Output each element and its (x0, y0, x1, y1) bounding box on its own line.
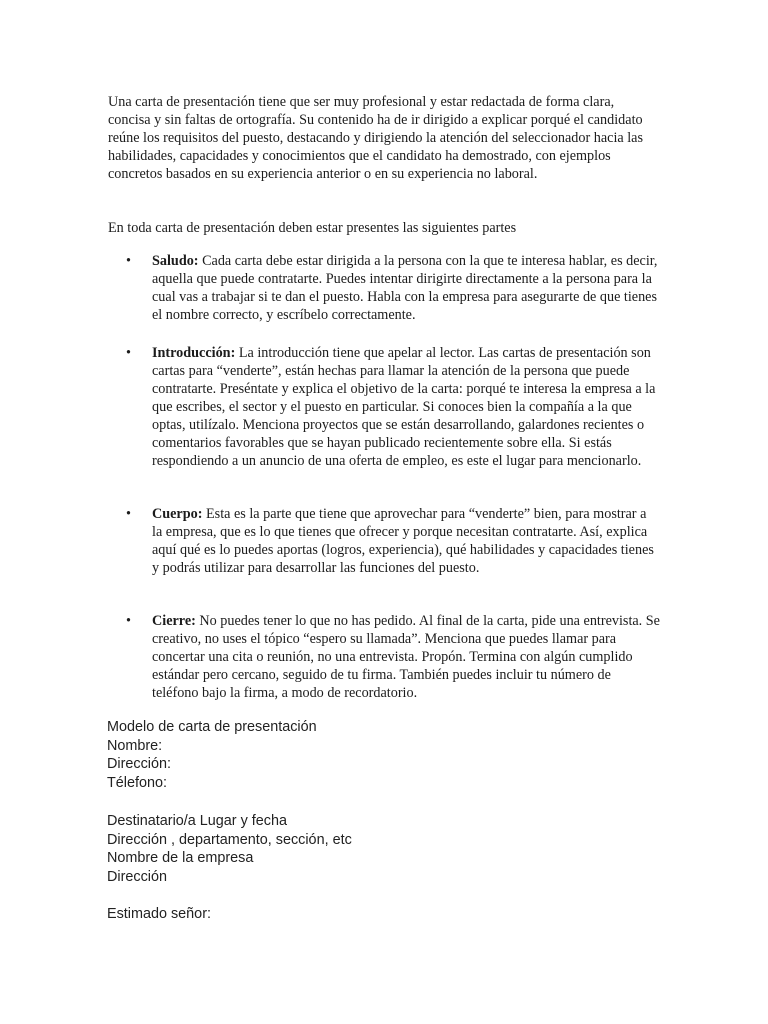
recipient-line: Destinatario/a Lugar y fecha (107, 813, 287, 829)
list-item-body (152, 252, 660, 324)
recipient-line: Dirección (107, 868, 167, 885)
model-section (107, 718, 317, 792)
greeting-line: Estimado señor: (107, 906, 211, 922)
list-item-title: Saludo: (152, 253, 199, 269)
list-item-saludo (126, 252, 660, 324)
recipient-line: Nombre de la empresa (107, 850, 254, 867)
list-item-text: Cada carta debe estar dirigida a la persona con la que te interesa hablar, es decir, aquella que puede contratarte. Puedes intentar dirigirte directamente a la persona para la cual vas a trabajar si te dan el puesto. Habla con la empresa para asegurarte de que tienes el nombre correcto, y escríbelo correctamente. (152, 253, 658, 323)
bullet-icon: • (126, 506, 131, 522)
bullet-icon: • (126, 613, 131, 629)
list-item-title: Cierre: (152, 613, 196, 629)
bullet-icon: • (126, 253, 131, 269)
list-item-text: La introducción tiene que apelar al lector. Las cartas de presentación son cartas para “venderte”, están hechas para llamar la atención de la persona que puede contratarte. Preséntate y explica el objetivo de la carta: porqué te interesa la empresa a la que escribes, el sector y el puesto en particular. Si conoces bien la compañía a la que optas, utilízalo. Menciona proyectos que se están desarrollando, galardones recientes o comentarios favorables que se hayan publicado recientemente sobre ella. Si estás respondiendo a un anuncio de una oferta de empleo, es este el lugar para mencionarlo. (152, 345, 656, 469)
intro-paragraph: Una carta de presentación tiene que ser muy profesional y estar redactada de forma clara, concisa y sin faltas de ortografía. Su contenido ha de ir dirigido a explicar porqué el candidato reúne los requisitos del puesto, destacando y dirigiendo la atención del seleccionador hacia las habilidades, capacidades y conocimientos que el candidato ha demostrado, con ejemplos concretos basados en su experiencia anterior o en su experiencia no laboral. (108, 94, 644, 182)
list-item-body (152, 344, 660, 470)
list-item-title: Cuerpo: (152, 506, 203, 522)
parts-intro-paragraph: En toda carta de presentación deben estar presentes las siguientes partes (108, 220, 517, 236)
list-item-cuerpo (126, 505, 660, 577)
list-item-title: Introducción: (152, 345, 236, 361)
greeting-section (107, 905, 211, 924)
list-item-introduccion (126, 344, 660, 470)
list-item-body (152, 505, 660, 577)
list-item-text: No puedes tener lo que no has pedido. Al final de la carta, pide una entrevista. Se creativo, no uses el tópico “espero su llamada”. Menciona que puedes llamar para concertar una cita o reunión, no una entrevista. Propón. Termina con algún cumplido estándar pero cercano, seguido de tu firma. También puedes incluir tu número de teléfono bajo la firma, a modo de recordatorio. (152, 613, 660, 701)
bullet-icon: • (126, 345, 131, 361)
phone-label: Télefono: (107, 774, 168, 791)
recipient-section (107, 812, 352, 886)
list-item-text: Esta es la parte que tiene que aprovechar para “venderte” bien, para mostrar a la empresa, que es lo que tienes que ofrecer y porque necesitan contratarte. Así, explica aquí qué es lo puedes aportas (logros, experiencia), qué habilidades y capacidades tienes y podrás utilizar para desarrollar las funciones del puesto. (152, 506, 654, 576)
model-heading: Modelo de carta de presentación (107, 719, 317, 735)
list-item-body (152, 612, 660, 702)
list-item-cierre (126, 612, 660, 702)
address-label: Dirección: (107, 756, 171, 773)
recipient-line: Dirección , departamento, sección, etc (107, 831, 352, 848)
name-label: Nombre: (107, 737, 163, 754)
